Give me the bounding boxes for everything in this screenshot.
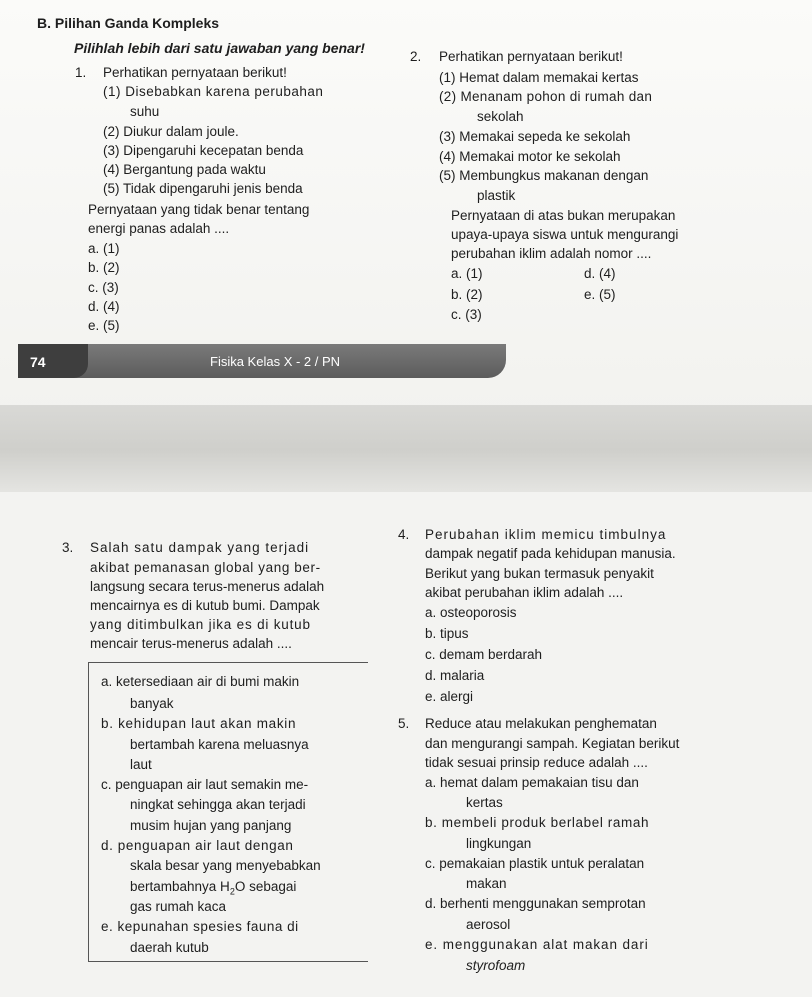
q5-stem: tidak sesuai prinsip reduce adalah .... [425,755,648,770]
q1-option-c: c. (3) [88,280,119,295]
q5-option-e: e. menggunakan alat makan dari [425,937,649,952]
q3-option-d: bertambahnya $H_2O$ sebagai [130,879,297,897]
q3-option-a: banyak [130,696,174,711]
section-title: B. Pilihan Ganda Kompleks [37,15,220,31]
answer-box-top [88,662,368,663]
q5-option-c: makan [466,876,507,891]
q3-stem: mencairnya es di kutub bumi. Dampak [90,598,320,613]
q1-item: (4) Bergantung pada waktu [103,162,266,177]
q4-option-e: e. alergi [425,689,474,704]
q3-option-c: c. penguapan air laut semakin me- [101,777,309,792]
q5-number: 5. [398,716,410,731]
q2-item: (2) Menanam pohon di rumah dan [439,89,653,104]
q2-item: plastik [477,188,516,203]
q5-option-a: a. hemat dalam pemakaian tisu dan [425,775,639,790]
q1-option-d: d. (4) [88,299,120,314]
q4-stem: akibat perubahan iklim adalah .... [425,585,624,600]
q5-option-b: b. membeli produk berlabel ramah [425,815,650,830]
q3-option-d: gas rumah kaca [130,899,227,914]
q2-option-a: a. (1) [451,266,483,281]
q1-option-a: a. (1) [88,241,120,256]
q3-number: 3. [62,540,74,555]
q5-option-d: d. berhenti menggunakan semprotan [425,896,646,911]
q5-option-e: styrofoam [466,958,526,973]
q5-option-c: c. pemakaian plastik untuk peralatan [425,856,645,871]
q1-question: Pernyataan yang tidak benar tentang [88,202,310,217]
q2-item: (4) Memakai motor ke sekolah [439,149,621,164]
q1-stem: Perhatikan pernyataan berikut! [103,65,287,80]
q4-stem: Perubahan iklim memicu timbulnya [425,527,667,542]
q3-stem: akibat pemanasan global yang ber- [90,560,321,575]
q3-option-b: laut [130,757,152,772]
q3-option-c: musim hujan yang panjang [130,818,292,833]
q3-stem: mencair terus-menerus adalah .... [90,636,292,651]
q4-option-c: c. demam berdarah [425,647,543,662]
q1-item: (3) Dipengaruhi kecepatan benda [103,143,304,158]
q2-question: perubahan iklim adalah nomor .... [451,246,652,261]
q2-option-d: d. (4) [584,266,616,281]
q5-stem: dan mengurangi sampah. Kegiatan berikut [425,736,680,751]
q5-option-d: aerosol [466,917,511,932]
q3-option-e: e. kepunahan spesies fauna di [101,919,299,934]
q2-option-b: b. (2) [451,287,483,302]
q3-stem: Salah satu dampak yang terjadi [90,540,310,555]
q1-question: energi panas adalah .... [88,221,230,236]
instruction: Pilihlah lebih dari satu jawaban yang benar! [74,40,365,56]
q3-option-b: bertambah karena meluasnya [130,737,309,752]
q1-item: suhu [130,104,160,119]
q2-question: Pernyataan di atas bukan merupakan [451,208,676,223]
q2-item: sekolah [477,109,524,124]
answer-box-left [88,662,89,962]
q2-item: (5) Membungkus makanan dengan [439,168,649,183]
q1-option-e: e. (5) [88,318,120,333]
q4-option-b: b. tipus [425,626,469,641]
q2-question: upaya-upaya siswa untuk mengurangi [451,227,679,242]
q1-item: (1) Disebabkan karena perubahan [103,84,324,99]
q4-option-d: d. malaria [425,668,485,683]
q3-option-d: d. penguapan air laut dengan [101,838,294,853]
q3-option-c: ningkat sehingga akan terjadi [130,797,306,812]
q5-stem: Reduce atau melakukan penghematan [425,716,657,731]
q2-option-e: e. (5) [584,287,616,302]
page-number: 74 [30,354,46,370]
page-number-badge [18,344,88,378]
q3-stem: langsung secara terus-menerus adalah [90,579,325,594]
q3-option-d: skala besar yang menyebabkan [130,858,321,873]
q5-option-a: kertas [466,795,503,810]
q3-option-e: daerah kutub [130,940,209,955]
q2-number: 2. [410,49,422,64]
q5-option-b: lingkungan [466,836,532,851]
q2-stem: Perhatikan pernyataan berikut! [439,49,623,64]
q1-number: 1. [75,65,87,80]
q1-option-b: b. (2) [88,260,120,275]
book-label: Fisika Kelas X - 2 / PN [210,354,341,369]
q2-item: (3) Memakai sepeda ke sekolah [439,129,631,144]
q4-option-a: a. osteoporosis [425,605,517,620]
page-gap [0,405,812,495]
q4-number: 4. [398,527,410,542]
answer-box-bottom [88,961,368,962]
q2-option-c: c. (3) [451,307,482,322]
q1-item: (5) Tidak dipengaruhi jenis benda [103,181,303,196]
q1-item: (2) Diukur dalam joule. [103,124,239,139]
q3-stem: yang ditimbulkan jika es di kutub [90,617,311,632]
q4-stem: Berikut yang bukan termasuk penyakit [425,566,654,581]
q2-item: (1) Hemat dalam memakai kertas [439,70,639,85]
q4-stem: dampak negatif pada kehidupan manusia. [425,546,676,561]
q3-option-a: a. ketersediaan air di bumi makin [101,674,300,689]
q3-option-b: b. kehidupan laut akan makin [101,716,297,731]
